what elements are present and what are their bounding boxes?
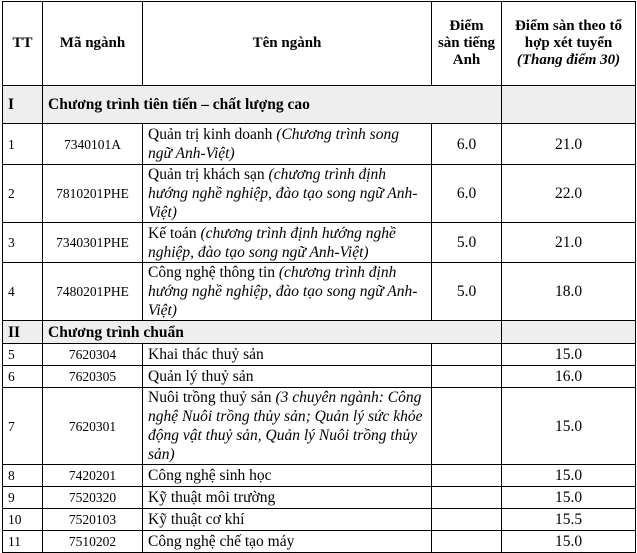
row-english xyxy=(432,366,502,388)
row-name-main: Quản lý thuỷ sản xyxy=(148,368,254,385)
row-tt: 10 xyxy=(3,509,43,531)
row-english: 5.0 xyxy=(432,223,502,263)
header-name: Tên ngành xyxy=(143,2,432,86)
row-score: 15.0 xyxy=(502,344,636,366)
row-score: 15.0 xyxy=(502,487,636,509)
row-score: 21.0 xyxy=(502,124,636,165)
row-name xyxy=(143,465,432,487)
row-name-note: (chương trình định hướng nghề nghiệp, đào tạo song ngữ Anh-Việt) xyxy=(148,224,396,261)
header-tt: TT xyxy=(3,2,43,86)
row-name xyxy=(143,344,432,366)
row-score: 15.0 xyxy=(502,465,636,487)
row-name xyxy=(143,366,432,388)
row-code: 7340301PHE xyxy=(43,223,143,263)
row-english xyxy=(432,531,502,553)
row-name-note: (chương trình định hướng nghề nghiệp, đào tạo song ngữ Anh-Việt) xyxy=(148,166,418,221)
row-name xyxy=(143,487,432,509)
row-english xyxy=(432,344,502,366)
table-row xyxy=(3,263,636,321)
table-row xyxy=(3,223,636,263)
row-english: 6.0 xyxy=(432,124,502,165)
row-name xyxy=(143,263,432,321)
table-row xyxy=(3,124,636,165)
row-tt: 11 xyxy=(3,531,43,553)
row-code: 7340101A xyxy=(43,124,143,165)
row-tt: 8 xyxy=(3,465,43,487)
section-row xyxy=(3,321,636,344)
header-score xyxy=(502,2,636,86)
row-name xyxy=(143,531,432,553)
row-code: 7810201PHE xyxy=(43,165,143,223)
row-name-main: Khai thác thuỷ sản xyxy=(148,346,264,363)
header-row xyxy=(3,2,636,86)
row-name xyxy=(143,509,432,531)
row-name-main: Kỹ thuật môi trường xyxy=(148,489,276,506)
row-name xyxy=(143,165,432,223)
row-tt: 5 xyxy=(3,344,43,366)
header-code: Mã ngành xyxy=(43,2,143,86)
row-name xyxy=(143,388,432,465)
row-name-note: (3 chuyên ngành: Công nghệ Nuôi trồng thủy sản; Quản lý sức khỏe động vật thuỷ sản, Quản lý Nuôi trồng thủy sản) xyxy=(148,389,423,463)
row-score: 15.0 xyxy=(502,388,636,465)
table-row xyxy=(3,366,636,388)
row-name-main: Quản trị kinh doanh xyxy=(148,126,277,143)
row-name-main: Nuôi trồng thuỷ sản xyxy=(148,389,276,406)
table-row xyxy=(3,465,636,487)
row-name xyxy=(143,223,432,263)
row-english xyxy=(432,388,502,465)
admission-score-table xyxy=(2,1,636,553)
header-score-scale: (Thang điểm 30) xyxy=(516,52,621,68)
row-name-main: Kỹ thuật cơ khí xyxy=(148,511,245,528)
section-empty xyxy=(502,86,636,124)
section-empty xyxy=(502,321,636,344)
row-name-main: Quản trị khách sạn xyxy=(148,166,269,183)
row-score: 21.0 xyxy=(502,223,636,263)
header-english: Điểm sàn tiếng Anh xyxy=(432,2,502,86)
row-tt: 9 xyxy=(3,487,43,509)
row-english: 5.0 xyxy=(432,263,502,321)
row-tt: 1 xyxy=(3,124,43,165)
row-code: 7420201 xyxy=(43,465,143,487)
row-score: 22.0 xyxy=(502,165,636,223)
row-tt: 3 xyxy=(3,223,43,263)
row-code: 7520103 xyxy=(43,509,143,531)
row-tt: 6 xyxy=(3,366,43,388)
row-tt: 2 xyxy=(3,165,43,223)
row-name-main: Công nghệ thông tin xyxy=(148,264,279,281)
row-name-note: (chương trình định hướng nghề nghiệp, đào tạo song ngữ Anh-Việt) xyxy=(148,264,418,319)
row-code: 7520320 xyxy=(43,487,143,509)
row-name-main: Công nghệ sinh học xyxy=(148,467,272,484)
row-code: 7510202 xyxy=(43,531,143,553)
section-row xyxy=(3,86,636,124)
table-row xyxy=(3,509,636,531)
row-code: 7620305 xyxy=(43,366,143,388)
row-english xyxy=(432,465,502,487)
row-score: 15.0 xyxy=(502,531,636,553)
row-score: 18.0 xyxy=(502,263,636,321)
table-row xyxy=(3,388,636,465)
row-name-main: Kế toán xyxy=(148,224,201,242)
row-english: 6.0 xyxy=(432,165,502,223)
row-score: 15.5 xyxy=(502,509,636,531)
row-tt: 4 xyxy=(3,263,43,321)
row-english xyxy=(432,487,502,509)
row-english xyxy=(432,509,502,531)
section-number: I xyxy=(3,86,43,124)
row-tt: 7 xyxy=(3,388,43,465)
table-row xyxy=(3,165,636,223)
row-name-main: Công nghệ chế tạo máy xyxy=(148,533,295,550)
table-row xyxy=(3,487,636,509)
row-code: 7480201PHE xyxy=(43,263,143,321)
section-title: Chương trình tiên tiến – chất lượng cao xyxy=(43,86,502,124)
row-name xyxy=(143,124,432,165)
header-score-label: Điểm sàn theo tổ hợp xét tuyển xyxy=(514,18,623,51)
row-name-note: (Chương trình song ngữ Anh-Việt) xyxy=(148,126,399,162)
row-score: 16.0 xyxy=(502,366,636,388)
table-row xyxy=(3,531,636,553)
row-code: 7620301 xyxy=(43,388,143,465)
section-number: II xyxy=(3,321,43,344)
table-row xyxy=(3,344,636,366)
section-title: Chương trình chuẩn xyxy=(43,321,502,344)
row-code: 7620304 xyxy=(43,344,143,366)
